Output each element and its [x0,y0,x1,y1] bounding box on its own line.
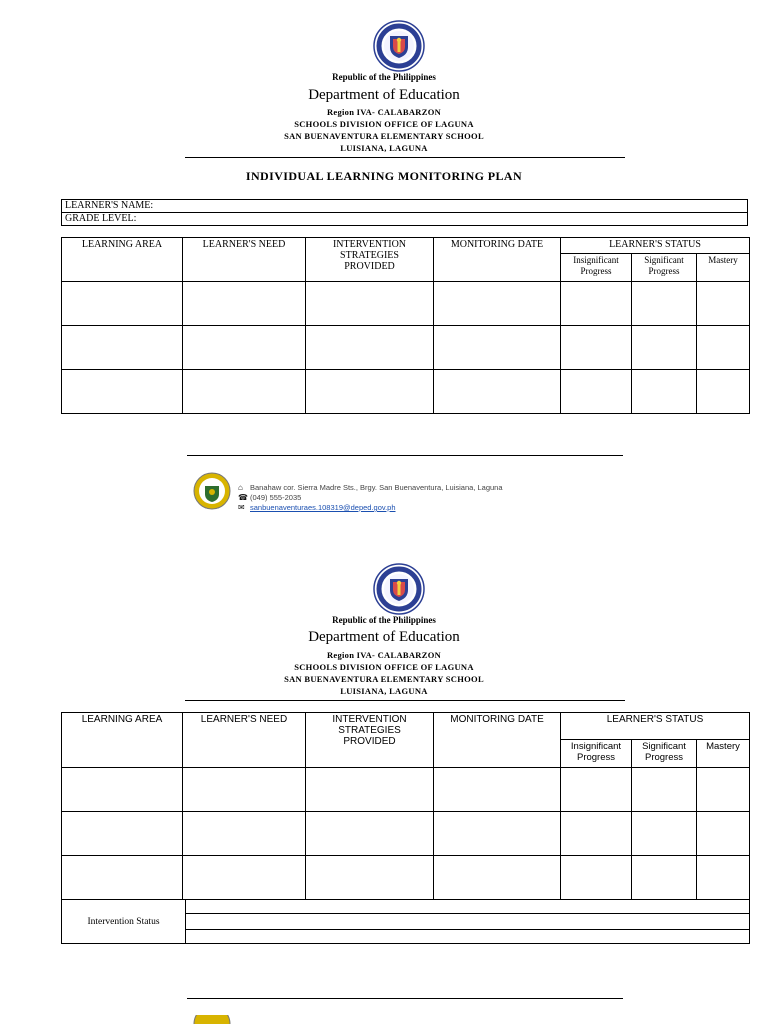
grade-level-field[interactable]: GRADE LEVEL: [62,212,747,225]
school-label: SAN BUENAVENTURA ELEMENTARY SCHOOL [284,674,484,684]
col-mastery: Mastery [697,254,750,282]
table-cell[interactable] [434,768,561,812]
table-cell[interactable] [632,812,697,856]
table-cell[interactable] [697,768,750,812]
col-learners-need: LEARNER'S NEED [183,238,306,282]
table-cell[interactable] [183,282,306,326]
deped-seal-icon [373,20,425,72]
col-learners-status: LEARNER'S STATUS [561,238,750,254]
school-label: SAN BUENAVENTURA ELEMENTARY SCHOOL [284,131,484,141]
division-label: SCHOOLS DIVISION OFFICE OF LAGUNA [294,662,474,672]
learner-info-box [61,199,748,226]
table-cell[interactable] [306,768,434,812]
table-row [62,812,750,856]
table-cell[interactable] [183,370,306,414]
department-title: Department of Education [308,629,460,645]
republic-label: Republic of the Philippines [332,72,436,82]
col-intervention: INTERVENTION STRATEGIES PROVIDED [306,713,434,768]
department-title: Department of Education [308,87,460,103]
table-cell[interactable] [62,370,183,414]
home-icon: ⌂ [238,483,243,492]
table-cell[interactable] [183,326,306,370]
footer-email-link[interactable]: sanbuenaventuraes.108319@deped.gov.ph [250,503,396,512]
form-title: INDIVIDUAL LEARNING MONITORING PLAN [245,169,523,183]
footer-divider [187,455,623,456]
col-significant: Significant Progress [632,740,697,768]
table-cell[interactable] [62,282,183,326]
table-cell[interactable] [561,282,632,326]
table-cell[interactable] [697,282,750,326]
intervention-status-label: Intervention Status [62,900,186,944]
mail-icon: ✉ [238,503,245,512]
monitoring-table [61,237,750,414]
table-cell[interactable] [62,812,183,856]
footer-divider [187,998,623,999]
region-label: Region IVA- CALABARZON [326,650,442,660]
phone-icon: ☎ [238,493,248,502]
school-logo-icon [193,1015,231,1024]
table-cell[interactable] [62,326,183,370]
table-cell[interactable] [62,856,183,900]
table-cell[interactable] [306,370,434,414]
col-insignificant: Insignificant Progress [561,740,632,768]
table-row [62,282,750,326]
table-cell[interactable] [561,812,632,856]
intervention-status-line[interactable] [186,930,750,944]
table-cell[interactable] [632,370,697,414]
col-monitoring-date: MONITORING DATE [434,238,561,282]
col-learning-area: LEARNING AREA [62,238,183,282]
intervention-status-line[interactable] [186,914,750,930]
table-row [62,856,750,900]
table-cell[interactable] [62,768,183,812]
table-cell[interactable] [561,768,632,812]
table-cell[interactable] [306,856,434,900]
deped-seal-icon [373,563,425,615]
table-cell[interactable] [183,856,306,900]
learner-name-field[interactable]: LEARNER'S NAME: [65,200,154,211]
table-cell[interactable] [697,856,750,900]
table-cell[interactable] [183,812,306,856]
intervention-status-table [61,899,750,944]
col-learners-status: LEARNER'S STATUS [561,713,750,740]
col-insignificant: Insignificant Progress [561,254,632,282]
table-cell[interactable] [434,326,561,370]
col-learners-need: LEARNER'S NEED [183,713,306,768]
republic-label: Republic of the Philippines [332,615,436,625]
col-learning-area: LEARNING AREA [62,713,183,768]
table-cell[interactable] [697,370,750,414]
table-cell[interactable] [306,326,434,370]
monitoring-table [61,712,750,900]
table-cell[interactable] [434,370,561,414]
table-cell[interactable] [632,282,697,326]
division-label: SCHOOLS DIVISION OFFICE OF LAGUNA [294,119,474,129]
table-row [62,370,750,414]
intervention-status-line[interactable] [186,900,750,914]
table-cell[interactable] [434,282,561,326]
table-cell[interactable] [183,768,306,812]
school-logo-icon [193,472,231,510]
col-intervention: INTERVENTION STRATEGIES PROVIDED [306,238,434,282]
table-cell[interactable] [561,326,632,370]
location-label: LUISIANA, LAGUNA [340,686,428,696]
table-cell[interactable] [306,812,434,856]
table-cell[interactable] [697,326,750,370]
col-significant: Significant Progress [632,254,697,282]
footer-address: Banahaw cor. Sierra Madre Sts., Brgy. San Buenaventura, Luisiana, Laguna [250,483,503,492]
header-divider [185,700,625,701]
location-label: LUISIANA, LAGUNA [340,143,428,153]
table-cell[interactable] [632,768,697,812]
table-row [62,768,750,812]
footer-phone: (049) 555-2035 [250,493,302,502]
col-monitoring-date: MONITORING DATE [434,713,561,768]
table-cell[interactable] [632,326,697,370]
table-cell[interactable] [561,856,632,900]
region-label: Region IVA- CALABARZON [326,107,442,117]
table-cell[interactable] [697,812,750,856]
header-divider [185,157,625,158]
footer-contact [238,483,503,513]
table-cell[interactable] [561,370,632,414]
table-cell[interactable] [434,812,561,856]
col-mastery: Mastery [697,740,750,768]
table-cell[interactable] [632,856,697,900]
table-cell[interactable] [434,856,561,900]
table-row [62,326,750,370]
table-cell[interactable] [306,282,434,326]
